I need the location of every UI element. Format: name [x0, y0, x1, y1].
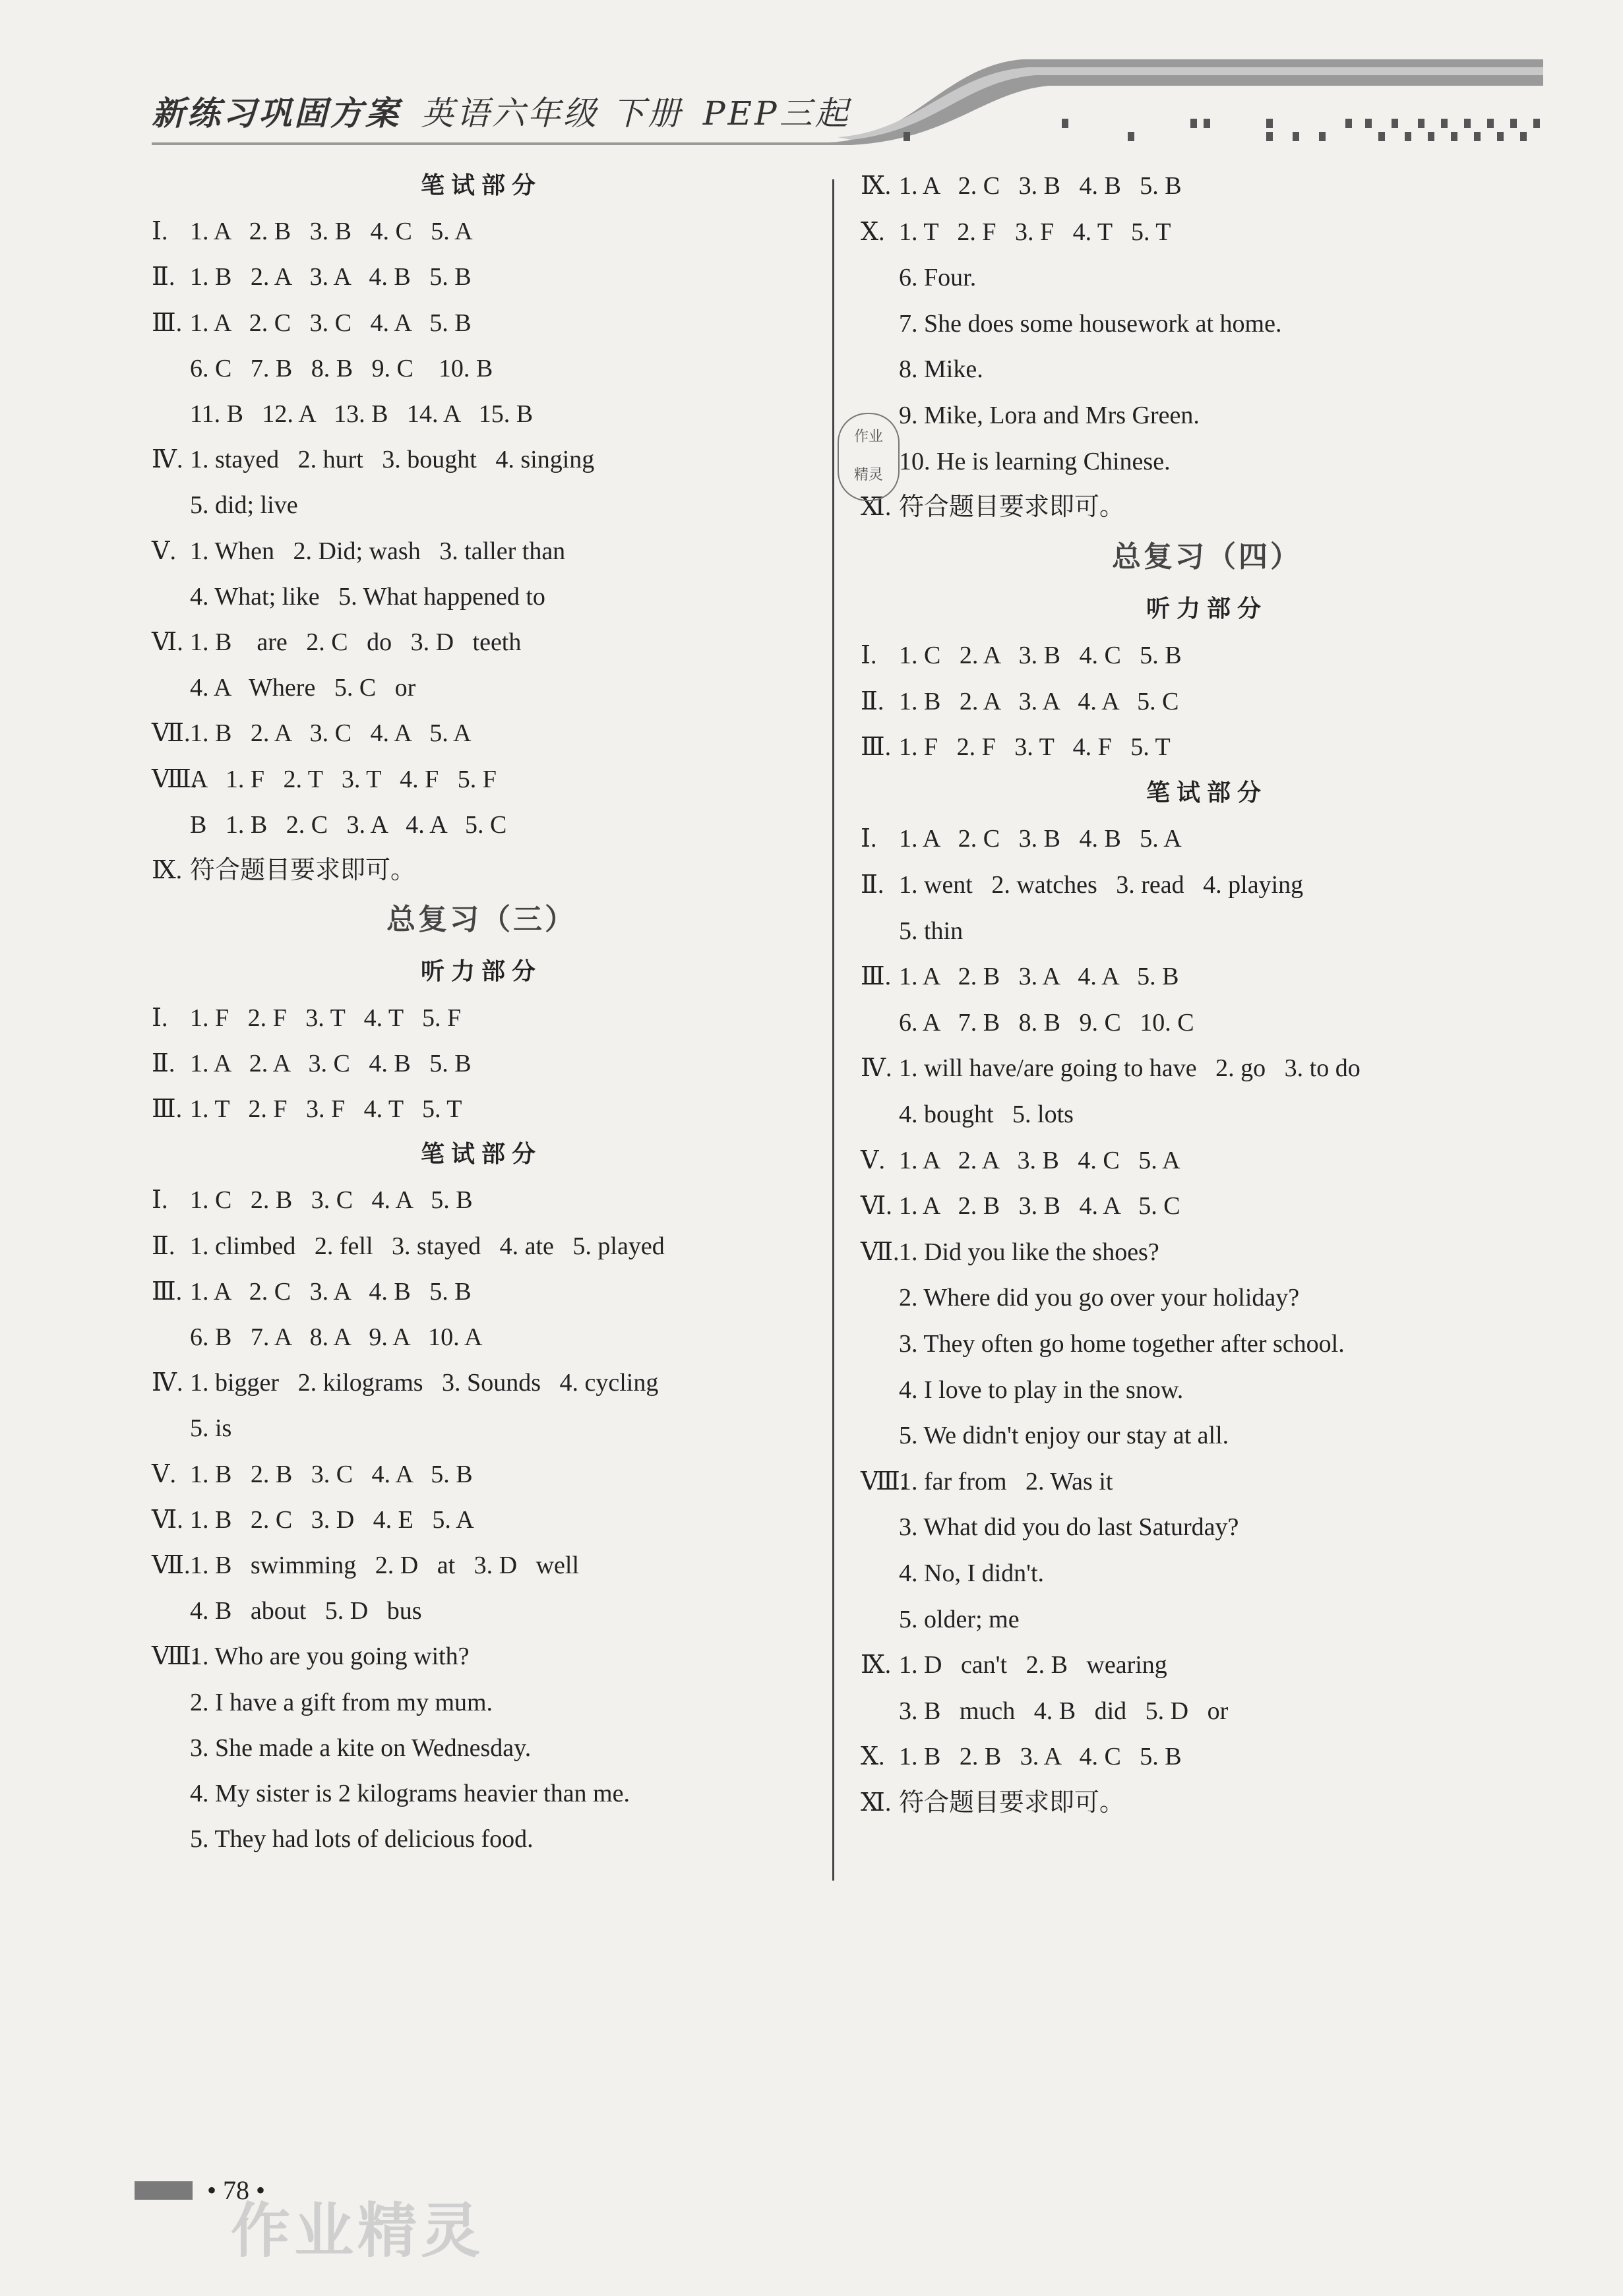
- answer-line: [152, 1595, 422, 1627]
- answer-line: [861, 823, 1182, 855]
- answer-text: 7. She does some housework at home.: [899, 309, 1282, 338]
- answer-text: 1. A 2. B 3. B 4. C 5. A: [190, 218, 473, 246]
- answer-text: 1. A 2. A 3. B 4. C 5. A: [899, 1146, 1180, 1174]
- question-number: Ⅳ.: [861, 1054, 892, 1083]
- answer-text: 1. B 2. C 3. D 4. E 5. A: [190, 1505, 474, 1534]
- answer-line: [152, 1687, 493, 1718]
- question-number: Ⅹ.: [861, 218, 885, 246]
- answer-text: 1. will have/are going to have 2. go 3. to do: [899, 1054, 1361, 1083]
- answer-text: 4. My sister is 2 kilograms heavier than me.: [190, 1780, 630, 1807]
- question-number: Ⅲ.: [152, 1095, 183, 1123]
- answer-text: 1. Did you like the shoes?: [899, 1238, 1159, 1266]
- footer-bar: [135, 2181, 193, 2200]
- answer-text: 6. C 7. B 8. B 9. C 10. B: [190, 354, 493, 382]
- stamp-text-2: 精灵: [853, 467, 883, 483]
- answer-text: 1. B swimming 2. D at 3. D well: [190, 1552, 580, 1579]
- answer-text: 1. stayed 2. hurt 3. bought 4. singing: [190, 446, 595, 474]
- review-title: 总复习（四）: [1112, 539, 1302, 574]
- question-number: Ⅵ.: [861, 1192, 892, 1221]
- answer-line: [861, 915, 963, 947]
- question-number: Ⅳ.: [152, 446, 183, 474]
- answer-text: 1. bigger 2. kilograms 3. Sounds 4. cycling: [190, 1369, 659, 1397]
- homework-stamp: [838, 413, 900, 501]
- answer-text: A 1. F 2. T 3. T 4. F 5. F: [190, 765, 497, 793]
- answer-line: [861, 308, 1281, 340]
- answer-line: [861, 216, 1171, 248]
- answer-text: 4. What; like 5. What happened to: [190, 582, 545, 611]
- answer-line: [861, 1145, 1180, 1176]
- question-number: Ⅲ.: [861, 963, 892, 991]
- page-number: • 78 •: [207, 2175, 266, 2205]
- answer-text: 5. older; me: [899, 1605, 1020, 1633]
- answer-text: 符合题目要求即可。: [899, 493, 1125, 522]
- answer-line: [861, 1374, 1183, 1406]
- answer-line: [861, 731, 1171, 763]
- answer-line: [861, 1557, 1044, 1589]
- answer-text: 1. A 2. C 3. A 4. B 5. B: [190, 1277, 472, 1306]
- answer-text: 6. A 7. B 8. B 9. C 10. C: [899, 1008, 1194, 1037]
- answer-text: 2. I have a gift from my mum.: [190, 1688, 493, 1716]
- answer-text: 1. F 2. F 3. T 4. F 5. T: [899, 733, 1171, 762]
- answer-text: 1. B are 2. C do 3. D teeth: [190, 628, 522, 656]
- question-number: Ⅳ.: [152, 1369, 183, 1397]
- answer-text: 1. B 2. B 3. C 4. A 5. B: [190, 1460, 473, 1488]
- answer-line: [152, 1459, 473, 1490]
- answer-line: [861, 1511, 1239, 1543]
- answer-line: [861, 1052, 1361, 1084]
- answer-line: [861, 1236, 1159, 1268]
- answer-line: [861, 640, 1182, 671]
- answer-line: [861, 1007, 1194, 1039]
- answer-line: [861, 353, 983, 385]
- page-header: [152, 53, 1543, 152]
- answer-line: [152, 307, 472, 339]
- answer-line: [861, 961, 1179, 992]
- question-number: Ⅱ.: [861, 871, 884, 899]
- answer-line: [152, 444, 594, 475]
- answer-text: 5. thin: [899, 917, 964, 945]
- answer-text: 9. Mike, Lora and Mrs Green.: [899, 402, 1200, 429]
- answer-line: [152, 1230, 665, 1262]
- question-number: Ⅱ.: [152, 263, 175, 291]
- question-number: Ⅵ.: [152, 1505, 183, 1534]
- answer-text: 1. T 2. F 3. F 4. T 5. T: [899, 218, 1171, 246]
- answer-text: 符合题目要求即可。: [899, 1789, 1125, 1817]
- answer-text: B 1. B 2. C 3. A 4. A 5. C: [190, 810, 507, 839]
- answer-line: [152, 535, 565, 567]
- answer-text: 6. B 7. A 8. A 9. A 10. A: [190, 1323, 483, 1351]
- book-subtitle: 英语六年级 下册: [421, 94, 683, 133]
- answer-line: [861, 1190, 1180, 1222]
- answer-line: [152, 1412, 231, 1444]
- answer-line: [861, 491, 1124, 523]
- answer-line: [152, 717, 472, 749]
- answer-text: 1. C 2. B 3. C 4. A 5. B: [190, 1186, 473, 1215]
- answer-text: 1. went 2. watches 3. read 4. playing: [899, 871, 1304, 899]
- answer-text: 5. We didn't enjoy our stay at all.: [899, 1422, 1229, 1450]
- answer-line: [152, 398, 533, 430]
- answer-text: 1. A 2. B 3. A 4. A 5. B: [899, 963, 1179, 991]
- answer-line: [152, 1276, 472, 1308]
- answer-line: [152, 1048, 472, 1079]
- answer-line: [861, 1649, 1167, 1681]
- answer-text: 1. When 2. Did; wash 3. taller than: [190, 537, 566, 565]
- answer-text: 1. B 2. A 3. A 4. A 5. C: [899, 687, 1179, 715]
- section-heading: 听力部分: [420, 958, 542, 986]
- answer-text: 符合题目要求即可。: [190, 857, 416, 884]
- question-number: Ⅱ.: [152, 1049, 175, 1077]
- question-number: Ⅺ.: [861, 1789, 892, 1817]
- answer-line: [861, 1787, 1124, 1819]
- answer-text: 1. D can't 2. B wearing: [899, 1651, 1167, 1679]
- answer-text: 1. T 2. F 3. F 4. T 5. T: [190, 1095, 462, 1123]
- answer-text: 5. did; live: [190, 491, 298, 520]
- answer-line: [861, 869, 1303, 901]
- question-number: Ⅰ.: [152, 1186, 168, 1215]
- question-number: Ⅴ.: [861, 1146, 885, 1174]
- question-number: Ⅱ.: [152, 1232, 175, 1260]
- question-number: Ⅲ.: [861, 733, 892, 762]
- answer-text: 1. A 2. A 3. C 4. B 5. B: [190, 1049, 472, 1077]
- answer-line: [152, 216, 473, 247]
- answer-line: [861, 1741, 1182, 1772]
- book-title: [152, 87, 851, 135]
- answer-line: [152, 353, 493, 384]
- answer-line: [861, 446, 1171, 477]
- answer-text: 3. B much 4. B did 5. D or: [899, 1697, 1229, 1725]
- answer-line: [861, 170, 1182, 202]
- question-number: Ⅶ.: [152, 719, 191, 748]
- answer-line: [152, 855, 415, 886]
- answer-line: [152, 261, 472, 293]
- answer-line: [861, 400, 1200, 431]
- answer-text: 3. They often go home together after school.: [899, 1330, 1345, 1358]
- question-number: Ⅵ.: [152, 628, 183, 656]
- answer-line: [861, 1466, 1113, 1497]
- question-number: Ⅰ.: [152, 1004, 168, 1032]
- answer-text: 1. A 2. C 3. C 4. A 5. B: [190, 309, 472, 337]
- question-number: Ⅲ.: [152, 1277, 183, 1306]
- answer-text: 1. A 2. B 3. B 4. A 5. C: [899, 1192, 1180, 1221]
- answer-line: [152, 1504, 474, 1536]
- answer-line: [861, 1695, 1228, 1727]
- answer-line: [152, 1002, 461, 1034]
- question-number: Ⅷ.: [152, 1643, 198, 1671]
- answer-text: 1. Who are you going with?: [190, 1643, 470, 1671]
- answer-text: 1. far from 2. Was it: [899, 1467, 1113, 1495]
- answer-text: 1. C 2. A 3. B 4. C 5. B: [899, 642, 1182, 669]
- question-number: Ⅸ.: [861, 172, 892, 200]
- section-heading: 笔试部分: [420, 172, 542, 199]
- answer-text: 1. climbed 2. fell 3. stayed 4. ate 5. played: [190, 1232, 665, 1260]
- question-number: Ⅴ.: [152, 1460, 176, 1488]
- answer-text: 3. What did you do last Saturday?: [899, 1513, 1239, 1542]
- answer-line: [861, 1099, 1074, 1130]
- answer-line: [861, 1420, 1229, 1451]
- question-number: Ⅺ.: [861, 493, 892, 522]
- answer-text: 4. A Where 5. C or: [190, 674, 416, 702]
- answer-text: 5. They had lots of delicious food.: [190, 1825, 534, 1854]
- answer-text: 1. A 2. C 3. B 4. B 5. A: [899, 825, 1182, 853]
- question-number: Ⅸ.: [861, 1651, 892, 1679]
- answer-line: [861, 686, 1179, 717]
- question-number: Ⅰ.: [861, 825, 877, 853]
- question-number: Ⅸ.: [152, 857, 183, 884]
- stamp-text-1: 作业: [853, 429, 883, 445]
- answer-text: 1. B 2. B 3. A 4. C 5. B: [899, 1743, 1182, 1771]
- answer-line: [152, 489, 298, 521]
- answer-text: 4. I love to play in the snow.: [899, 1375, 1184, 1404]
- section-heading: 笔试部分: [1146, 779, 1268, 806]
- answer-line: [152, 626, 521, 658]
- answer-line: [861, 1604, 1020, 1635]
- answer-line: [152, 1184, 473, 1216]
- series-title: 新练习巩固方案: [152, 94, 401, 133]
- answer-line: [152, 672, 415, 704]
- answer-line: [152, 1093, 462, 1125]
- answer-line: [152, 1778, 630, 1809]
- watermark: 作业精灵: [231, 2196, 484, 2266]
- answer-text: 4. No, I didn't.: [899, 1559, 1045, 1587]
- answer-line: [152, 809, 506, 841]
- answer-text: 3. She made a kite on Wednesday.: [190, 1734, 532, 1762]
- answer-line: [152, 581, 545, 613]
- answer-line: [152, 1367, 658, 1399]
- answer-text: 8. Mike.: [899, 355, 983, 384]
- answer-text: 1. B 2. A 3. C 4. A 5. A: [190, 719, 472, 748]
- question-number: Ⅶ.: [861, 1238, 900, 1266]
- edition-label: PEP三起: [702, 94, 851, 133]
- answer-line: [152, 1550, 579, 1581]
- answer-line: [152, 764, 497, 795]
- answer-line: [152, 1641, 470, 1672]
- question-number: Ⅷ.: [152, 765, 198, 793]
- section-heading: 听力部分: [1146, 595, 1268, 623]
- answer-text: 11. B 12. A 13. B 14. A 15. B: [190, 400, 534, 428]
- answer-text: 10. He is learning Chinese.: [899, 447, 1171, 475]
- answer-line: [861, 1328, 1345, 1360]
- column-divider: [832, 179, 834, 1881]
- answer-text: 2. Where did you go over your holiday?: [899, 1284, 1300, 1312]
- question-number: Ⅱ.: [861, 687, 884, 715]
- question-number: Ⅲ.: [152, 309, 183, 337]
- question-number: Ⅰ.: [861, 642, 877, 669]
- answer-line: [861, 1282, 1299, 1314]
- answer-text: 4. bought 5. lots: [899, 1101, 1074, 1128]
- question-number: Ⅰ.: [152, 218, 168, 246]
- answer-text: 1. A 2. C 3. B 4. B 5. B: [899, 172, 1182, 200]
- question-number: Ⅶ.: [152, 1552, 191, 1579]
- answer-text: 6. Four.: [899, 264, 977, 292]
- question-number: Ⅹ.: [861, 1743, 885, 1771]
- review-title: 总复习（三）: [386, 903, 576, 937]
- answer-text: 4. B about 5. D bus: [190, 1597, 422, 1625]
- answer-line: [152, 1732, 531, 1764]
- answer-line: [152, 1321, 482, 1353]
- answer-line: [152, 1823, 534, 1855]
- section-heading: 笔试部分: [420, 1141, 542, 1168]
- question-number: Ⅷ.: [861, 1467, 907, 1495]
- answer-text: 1. F 2. F 3. T 4. T 5. F: [190, 1004, 462, 1032]
- answer-text: 1. B 2. A 3. A 4. B 5. B: [190, 263, 472, 291]
- answer-text: 5. is: [190, 1414, 232, 1443]
- answer-line: [861, 262, 976, 293]
- question-number: Ⅴ.: [152, 537, 176, 565]
